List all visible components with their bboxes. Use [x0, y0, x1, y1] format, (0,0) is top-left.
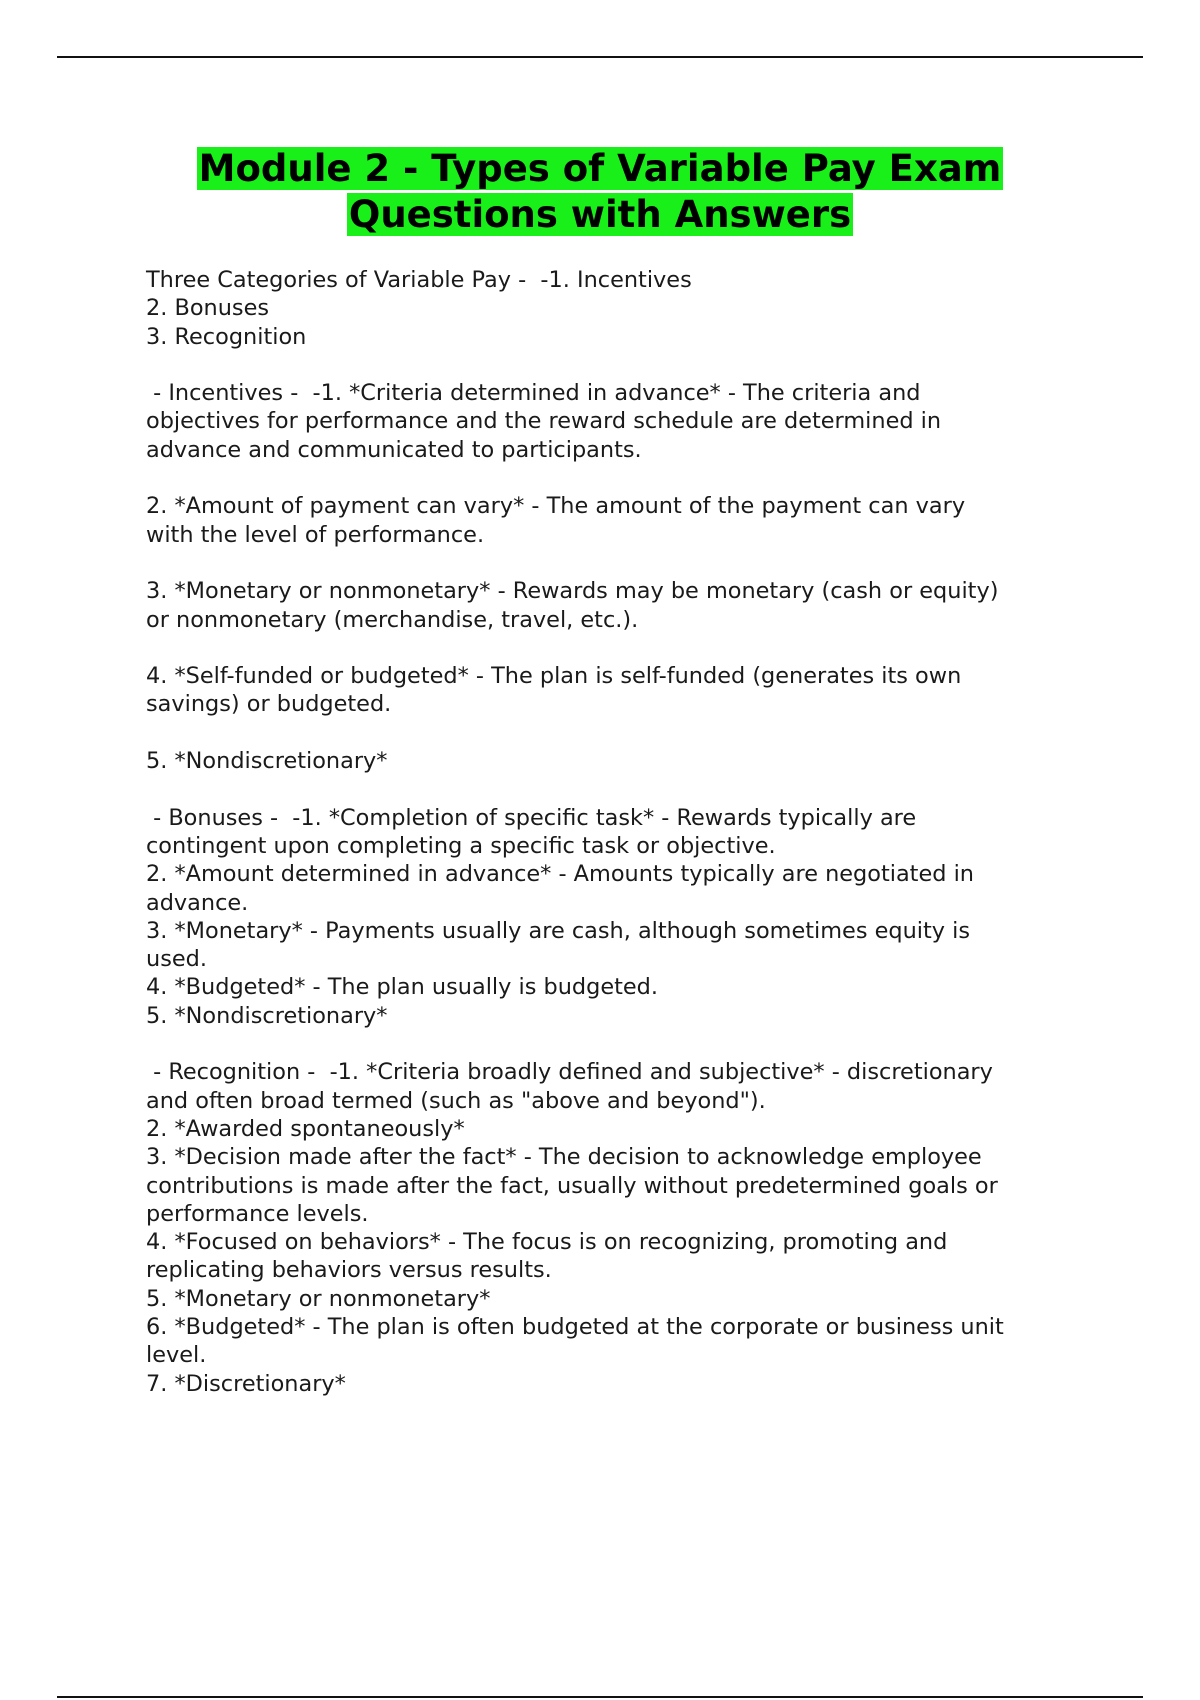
text-line: 4. *Self-funded or budgeted* - The plan is self-funded (generates its own [146, 663, 962, 690]
text-line: 2. Bonuses [146, 295, 270, 322]
text-line: 7. *Discretionary* [146, 1370, 346, 1397]
text-line: 5. *Nondiscretionary* [146, 748, 388, 775]
text-line: 3. Recognition [146, 323, 307, 350]
document-body [146, 266, 1086, 1398]
text-line: Three Categories of Variable Pay - -1. Incentives [146, 267, 692, 293]
text-line: performance levels. [146, 1200, 369, 1227]
text-line: with the level of performance. [146, 521, 485, 548]
text-line: objectives for performance and the reward schedule are determined in [146, 408, 942, 435]
text-line: used. [146, 946, 207, 973]
text-line: 4. *Focused on behaviors* - The focus is on recognizing, promoting and [146, 1229, 948, 1256]
blank-line [146, 549, 1086, 577]
blank-line [146, 719, 1086, 747]
text-line: or nonmonetary (merchandise, travel, etc.). [146, 606, 639, 633]
text-line: savings) or budgeted. [146, 691, 392, 718]
title-line-2: Questions with Answers [348, 193, 852, 236]
text-line: 5. *Monetary or nonmonetary* [146, 1285, 491, 1312]
text-line: - Bonuses - -1. *Completion of specific task* - Rewards typically are [146, 804, 917, 831]
blank-line [146, 634, 1086, 662]
text-line: level. [146, 1342, 207, 1369]
text-line: 6. *Budgeted* - The plan is often budgeted at the corporate or business unit [146, 1313, 1004, 1340]
text-line: 3. *Monetary* - Payments usually are cash, although sometimes equity is [146, 917, 971, 944]
text-line: 3. *Monetary or nonmonetary* - Rewards may be monetary (cash or equity) [146, 578, 999, 605]
text-line: 4. *Budgeted* - The plan usually is budgeted. [146, 974, 658, 1001]
text-line: 2. *Amount of payment can vary* - The amount of the payment can vary [146, 493, 966, 520]
text-line: and often broad termed (such as "above and beyond"). [146, 1087, 766, 1114]
text-line: - Recognition - -1. *Criteria broadly defined and subjective* - discretionary [146, 1059, 993, 1086]
text-line: 3. *Decision made after the fact* - The decision to acknowledge employee [146, 1144, 982, 1171]
text-line: replicating behaviors versus results. [146, 1257, 552, 1284]
title-line-1: Module 2 - Types of Variable Pay Exam [198, 147, 1002, 190]
blank-line [146, 775, 1086, 803]
text-line: 2. *Awarded spontaneously* [146, 1115, 465, 1142]
header-rule [57, 56, 1143, 58]
document-title [100, 146, 1100, 238]
text-line: 5. *Nondiscretionary* [146, 1002, 388, 1029]
text-line: contributions is made after the fact, usually without predetermined goals or [146, 1172, 998, 1199]
blank-line [146, 1030, 1086, 1058]
blank-line [146, 464, 1086, 492]
text-line: contingent upon completing a specific task or objective. [146, 832, 776, 859]
text-line: 2. *Amount determined in advance* - Amounts typically are negotiated in [146, 861, 974, 888]
text-line: - Incentives - -1. *Criteria determined in advance* - The criteria and [146, 380, 921, 407]
footer-rule [57, 1696, 1143, 1698]
text-line: advance and communicated to participants. [146, 436, 642, 463]
text-line: advance. [146, 889, 249, 916]
blank-line [146, 351, 1086, 379]
